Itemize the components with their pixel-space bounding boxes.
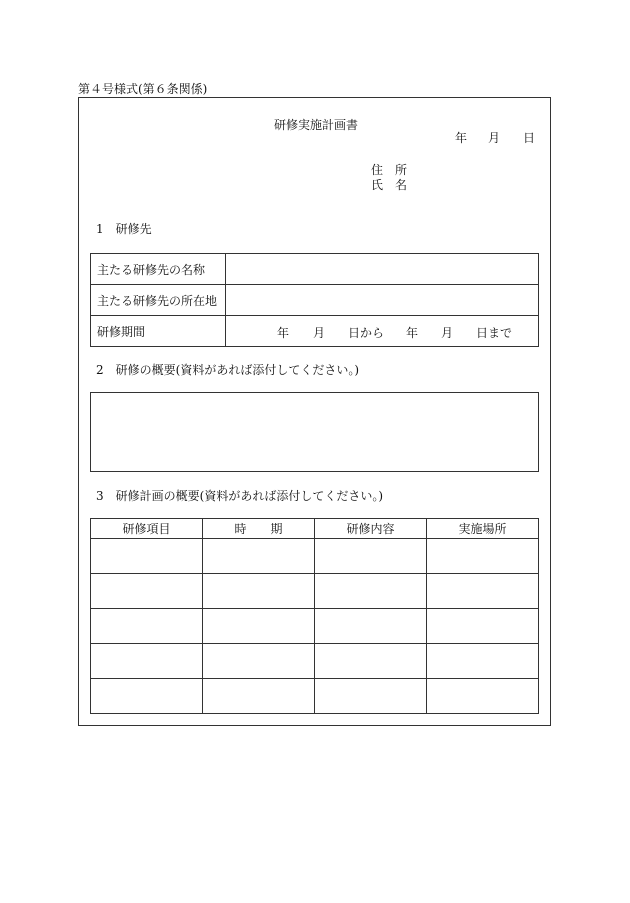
- date-year: 年: [455, 131, 468, 145]
- training-plan-table: [90, 518, 539, 714]
- plan-cell[interactable]: [203, 644, 315, 679]
- plan-cell[interactable]: [315, 609, 427, 644]
- plan-cell[interactable]: [315, 679, 427, 714]
- table-row: [91, 254, 539, 285]
- table-row: [91, 679, 539, 714]
- table-row: [91, 316, 539, 347]
- plan-cell[interactable]: [315, 574, 427, 609]
- form-number: 第４号様式(第６条関係): [78, 82, 208, 96]
- training-period-field[interactable]: [226, 316, 539, 347]
- plan-cell[interactable]: [427, 644, 539, 679]
- plan-cell[interactable]: [427, 679, 539, 714]
- plan-cell[interactable]: [91, 679, 203, 714]
- plan-cell[interactable]: [315, 539, 427, 574]
- destination-address-field[interactable]: [226, 285, 539, 316]
- section1-heading: 1 研修先: [96, 222, 152, 236]
- plan-cell[interactable]: [315, 644, 427, 679]
- plan-cell[interactable]: [203, 609, 315, 644]
- plan-cell[interactable]: [91, 574, 203, 609]
- training-overview-field[interactable]: [90, 392, 539, 472]
- table-row: [91, 609, 539, 644]
- plan-cell[interactable]: [91, 539, 203, 574]
- column-header-content: 研修内容: [315, 519, 427, 539]
- plan-cell[interactable]: [91, 644, 203, 679]
- period-to: 日まで: [476, 326, 513, 340]
- column-header-item: 研修項目: [91, 519, 203, 539]
- plan-cell[interactable]: [427, 539, 539, 574]
- name-label: 氏 名: [371, 178, 408, 192]
- destination-address-label: 主たる研修先の所在地: [91, 285, 226, 316]
- period-from: 日から: [348, 326, 385, 340]
- plan-cell[interactable]: [203, 539, 315, 574]
- address-label: 住 所: [371, 163, 408, 177]
- plan-cell[interactable]: [427, 609, 539, 644]
- period-year-start: 年: [277, 326, 290, 340]
- section2-heading: 2 研修の概要(資料があれば添付してください。): [96, 363, 359, 377]
- column-header-period: 時 期: [203, 519, 315, 539]
- column-header-location: 実施場所: [427, 519, 539, 539]
- destination-name-field[interactable]: [226, 254, 539, 285]
- plan-cell[interactable]: [203, 574, 315, 609]
- table-row: [91, 574, 539, 609]
- training-destination-table: [90, 253, 539, 347]
- plan-cell[interactable]: [91, 609, 203, 644]
- plan-cell[interactable]: [203, 679, 315, 714]
- destination-name-label: 主たる研修先の名称: [91, 254, 226, 285]
- date-month: 月: [488, 131, 501, 145]
- period-month-end: 月: [441, 326, 454, 340]
- document-title: 研修実施計画書: [274, 118, 359, 132]
- table-header-row: [91, 519, 539, 539]
- date-day: 日: [523, 131, 536, 145]
- period-month-start: 月: [313, 326, 326, 340]
- plan-cell[interactable]: [427, 574, 539, 609]
- section3-heading: 3 研修計画の概要(資料があれば添付してください。): [96, 489, 384, 503]
- table-row: [91, 285, 539, 316]
- table-row: [91, 539, 539, 574]
- training-period-label: 研修期間: [91, 316, 226, 347]
- period-year-end: 年: [406, 326, 419, 340]
- table-row: [91, 644, 539, 679]
